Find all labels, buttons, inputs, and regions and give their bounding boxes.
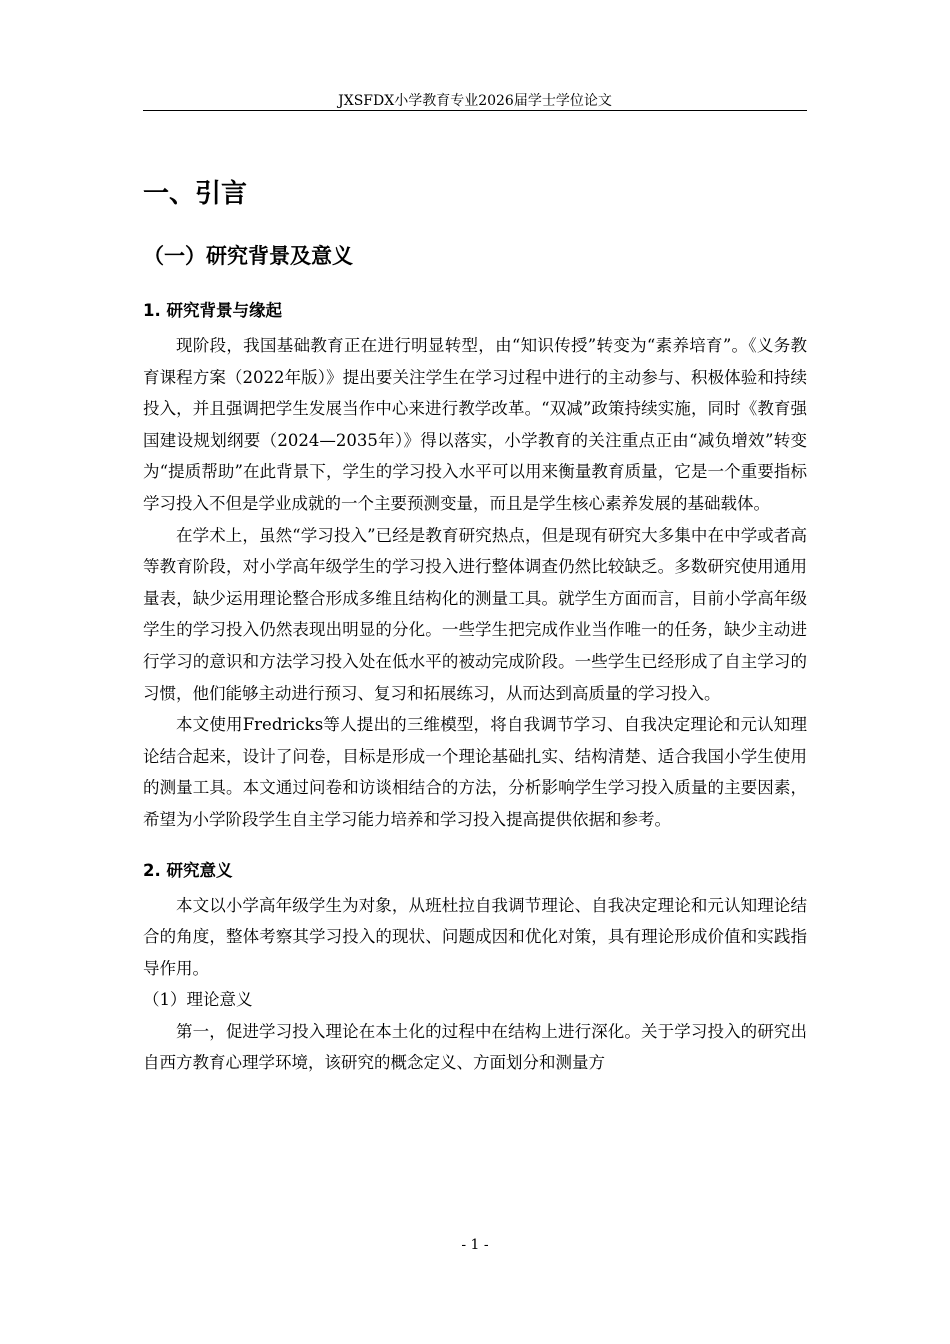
- subsection-title: 2. 研究意义: [143, 860, 233, 880]
- page-number: - 1 -: [461, 1237, 489, 1253]
- body-paragraph: 在学术上，虽然“学习投入”已经是教育研究热点，但是现有研究大多集中在中学或者高等教育阶段，对小学高年级学生的学习投入进行整体调查仍然比较缺乏。多数研究使用通用量表，缺少运用理论整合形成多维且结构化的测量工具。就学生方面而言，目前小学高年级学生的学习投入仍然表现出明显的分化。一些学生把完成作业当作唯一的任务，缺少主动进行学习的意识和方法学习投入处在低水平的被动完成阶段。一些学生已经形成了自主学习的习惯，他们能够主动进行预习、复习和拓展练习，从而达到高质量的学习投入。: [143, 525, 807, 703]
- body-paragraph: 第一，促进学习投入理论在本土化的过程中在结构上进行深化。关于学习投入的研究出自西方教育心理学环境，该研究的概念定义、方面划分和测量方: [143, 1021, 807, 1073]
- page-content: [143, 170, 807, 1079]
- section-title: （一）研究背景及意义: [143, 244, 353, 268]
- body-paragraph: 本文使用Fredricks等人提出的三维模型，将自我调节学习、自我决定理论和元认知理论结合起来，设计了问卷，目标是形成一个理论基础扎实、结构清楚、适合我国小学生使用的测量工具。本文通过问卷和访谈相结合的方法，分析影响学生学习投入质量的主要因素，希望为小学阶段学生自主学习能力培养和学习投入提高提供依据和参考。: [143, 715, 807, 829]
- body-paragraph: 现阶段，我国基础教育正在进行明显转型，由“知识传授”转变为“素养培育”。《义务教育课程方案（2022年版）》提出要关注学生在学习过程中进行的主动参与、积极体验和持续投入，并且强调把学生发展当作中心来进行教学改革。“双减”政策持续实施，同时《教育强国建设规划纲要（2024—2035年）》得以落实，小学教育的关注重点正由“减负增效”转变为“提质帮助”在此背景下，学生的学习投入水平可以用来衡量教育质量，它是一个重要指标学习投入不但是学业成就的一个主要预测变量，而且是学生核心素养发展的基础载体。: [143, 336, 807, 513]
- running-header: JXSFDX小学教育专业2026届学士学位论文: [338, 93, 612, 109]
- subsection-title: 1. 研究背景与缘起: [143, 301, 282, 320]
- chapter-title: 一、引言: [143, 179, 248, 209]
- body-paragraph: 本文以小学高年级学生为对象，从班杜拉自我调节理论、自我决定理论和元认知理论结合的角度，整体考察其学习投入的现状、问题成因和优化对策，具有理论形成价值和实践指导作用。: [143, 895, 807, 978]
- sub-heading: （1）理论意义: [143, 990, 253, 1010]
- header-rule: [143, 110, 807, 111]
